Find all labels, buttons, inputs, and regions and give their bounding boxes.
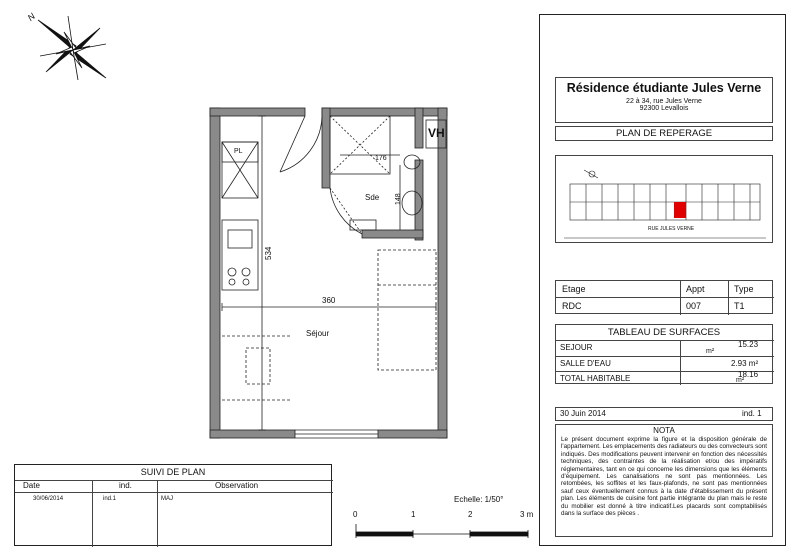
surface-value-salle-eau: 2.93 m²: [731, 359, 759, 368]
note-text: Le présent document exprime la figure et la disposition générale de l'appartement. Les emplacements des radiateurs ou des convecteurs sont indiqués. Des modifications peuvent intervenir en fonction des nécessités techniques, des contraintes de la réalisation et/ou des impératifs réglementaires, tant en ce qui concerne les dimensions que les éléments d'équipement. Les canalisations ne sont pas mentionnées. Les retombées, les soffites et les faux-plafonds, ne sont pas mentionnées sauf ceux éventuellement connus à la date d'établissement du présent plan. Les éléments de cuisine font partie intégrante du plan mais le reste du mobilier est donné à titre indicatif.Les placards sont comptabilisés dans la surface des pièces .: [561, 436, 767, 518]
scale-bar: [350, 495, 535, 543]
unit-highlight: [674, 202, 686, 218]
surface-label-salle-eau: SALLE D'EAU: [560, 359, 611, 368]
surfaces-table: [555, 324, 773, 384]
surface-unit-total: m²: [736, 377, 745, 384]
title-block: [539, 14, 786, 546]
dimension-shower-height: 148: [395, 193, 402, 205]
suivi-title: SUIVI DE PLAN: [140, 467, 206, 477]
reperage-title: PLAN DE REPERAGE: [555, 126, 773, 141]
compass-rose: [18, 10, 108, 82]
unit-table: [555, 280, 773, 314]
floor-plan: [200, 100, 455, 445]
dimension-shower-width: 176: [375, 155, 387, 162]
scale-label: Echelle: 1/50°: [454, 495, 504, 504]
scale-tick-0: 0: [353, 510, 358, 519]
residence-header: [555, 77, 773, 123]
north-label: N: [25, 11, 37, 23]
surface-value-total: 18.16: [738, 370, 759, 379]
unit-value-appt: 007: [686, 301, 702, 311]
note-title: NOTA: [653, 426, 675, 435]
dimension-height: 534: [264, 246, 273, 260]
surfaces-title: TABLEAU DE SURFACES: [607, 327, 721, 338]
key-plan-street: RUE JULES VERNE: [648, 226, 695, 232]
room-label-sejour: Séjour: [306, 329, 330, 338]
suivi-table: [14, 464, 332, 546]
suivi-header-ind: ind.: [119, 481, 132, 490]
surface-label-sejour: SEJOUR: [560, 343, 593, 352]
surface-label-total: TOTAL HABITABLE: [560, 374, 631, 383]
unit-header-appt: Appt: [686, 284, 705, 294]
address-line-1: 22 à 34, rue Jules Verne: [626, 98, 702, 105]
suivi-row-observation: MAJ: [161, 496, 173, 502]
vh-label: VH: [428, 126, 445, 140]
residence-name: Résidence étudiante Jules Verne: [566, 81, 762, 95]
key-plan: [555, 155, 773, 243]
suivi-row-date: 30/06/2014: [33, 496, 64, 502]
unit-header-etage: Etage: [562, 284, 586, 294]
room-label-sde: Sde: [365, 193, 380, 202]
scale-graphic: [350, 522, 535, 542]
suivi-row-ind: ind.1: [103, 496, 117, 502]
unit-header-type: Type: [734, 284, 754, 294]
revision-box: [555, 407, 773, 421]
suivi-header-observation: Observation: [215, 481, 259, 490]
pl-label: PL: [234, 148, 243, 155]
scale-tick-2: 2: [468, 510, 473, 519]
surface-unit-sejour: m²: [706, 348, 715, 355]
surface-value-sejour: 15.23: [738, 340, 759, 349]
suivi-header-date: Date: [23, 481, 40, 490]
scale-tick-1: 1: [411, 510, 416, 519]
revision-date: 30 Juin 2014: [560, 409, 606, 418]
address-line-2: 92300 Levallois: [639, 105, 689, 112]
unit-value-etage: RDC: [562, 301, 582, 311]
revision-index: ind. 1: [742, 409, 762, 418]
note-box: [555, 424, 773, 537]
scale-tick-3: 3 m: [520, 510, 534, 519]
unit-value-type: T1: [734, 301, 745, 311]
dimension-width: 360: [322, 296, 336, 305]
